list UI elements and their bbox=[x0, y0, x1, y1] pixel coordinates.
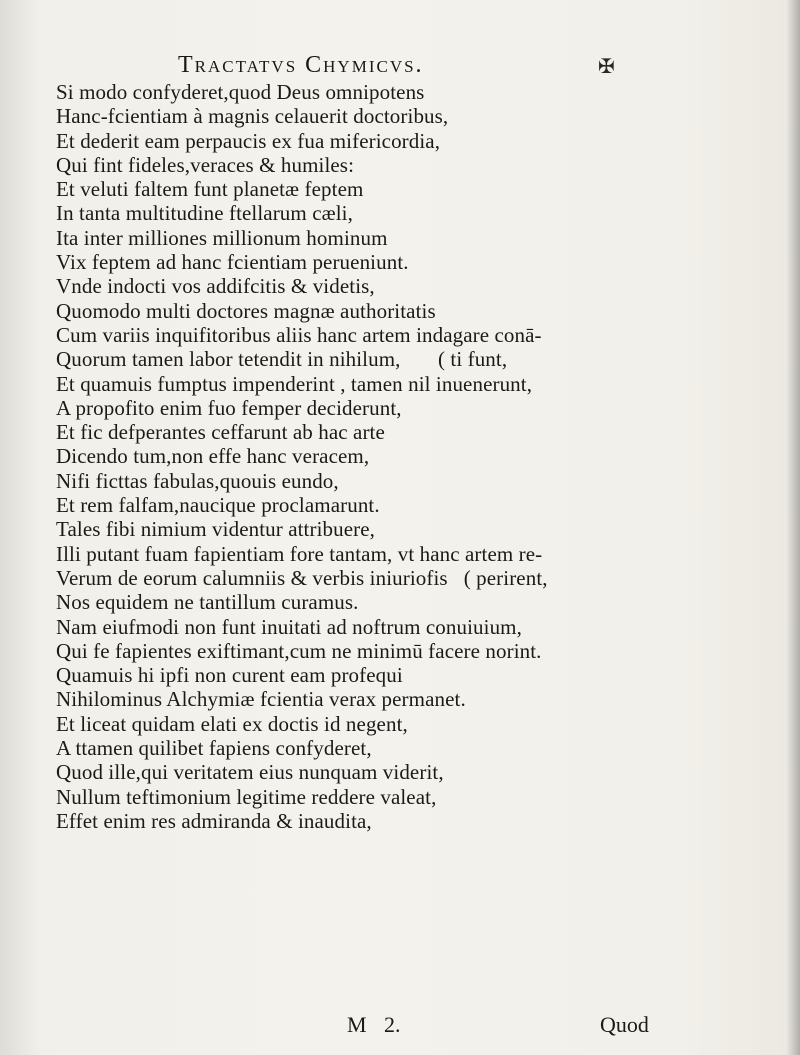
verse-line: Nam eiufmodi non funt inuitati ad noftrum conuiuium, bbox=[56, 614, 522, 639]
verse-line: Quod ille,qui veritatem eius nunquam viderit, bbox=[56, 760, 444, 785]
running-head: Tractatvs Chymicvs. bbox=[178, 52, 424, 78]
gutter-shadow bbox=[0, 0, 40, 1055]
verse-line: Qui fint fideles,veraces & humiles: bbox=[56, 152, 355, 177]
verse-line: Dicendo tum,non effe hanc veracem, bbox=[56, 444, 370, 469]
verse-line: Et quamuis fumptus impenderint , tamen nil inuenerunt, bbox=[56, 371, 533, 396]
verse-line: In tanta multitudine ftellarum cæli, bbox=[56, 201, 353, 226]
verse-line: Qui fe fapientes exiftimant,cum ne minimū facere norint. bbox=[56, 638, 542, 663]
gathering-signature: M 2. bbox=[347, 1012, 401, 1037]
verse-line: Illi putant fuam fapientiam fore tantam, vt hanc artem re- bbox=[56, 541, 543, 566]
verse-line: Si modo confyderet,quod Deus omnipotens bbox=[56, 80, 425, 104]
page-edge-shadow bbox=[786, 0, 800, 1055]
verse-line: Nos equidem ne tantillum curamus. bbox=[56, 590, 359, 615]
verse-line: Verum de eorum calumniis & verbis iniuriofis ( perirent, bbox=[56, 565, 548, 590]
verse-line: Cum variis inquifitoribus aliis hanc artem indagare conā- bbox=[56, 322, 542, 347]
verse-line: Et liceat quidam elati ex doctis id negent, bbox=[56, 711, 408, 736]
verse-line: Quamuis hi ipfi non curent eam profequi bbox=[56, 663, 403, 688]
verse-line: Quorum tamen labor tetendit in nihilum, ( ti funt, bbox=[56, 347, 508, 372]
verse-line: Hanc-fcientiam à magnis celauerit doctoribus, bbox=[56, 104, 449, 129]
catchword: Quod bbox=[600, 1012, 649, 1037]
verse-line: Vix feptem ad hanc fcientiam perueniunt. bbox=[56, 250, 409, 275]
verse-line: Nihilominus Alchymiæ fcientia verax permanet. bbox=[56, 687, 466, 712]
verse-line: Et veluti faltem funt planetæ feptem bbox=[56, 177, 364, 202]
verse-line: Quomodo multi doctores magnæ authoritatis bbox=[56, 298, 436, 323]
verse-line: Tales fibi nimium videntur attribuere, bbox=[56, 517, 375, 542]
verse-line: A propofito enim fuo femper deciderunt, bbox=[56, 395, 402, 420]
verse-line: A ttamen quilibet fapiens confyderet, bbox=[56, 736, 372, 761]
verse-line: Ita inter milliones millionum hominum bbox=[56, 225, 388, 250]
verse-line: Nifi ficttas fabulas,quouis eundo, bbox=[56, 468, 339, 493]
verse-line: Nullum teftimonium legitime reddere valeat, bbox=[56, 784, 437, 809]
verse-line: Vnde indocti vos addifcitis & videtis, bbox=[56, 274, 375, 299]
verse-line: Effet enim res admiranda & inaudita, bbox=[56, 808, 372, 833]
verse-line: Et dederit eam perpaucis ex fua mifericordia, bbox=[56, 128, 441, 153]
verse-line: Et rem falfam,naucique proclamarunt. bbox=[56, 493, 380, 518]
verse-line: Et fic defperantes ceffarunt ab hac arte bbox=[56, 420, 385, 445]
verse-list bbox=[56, 80, 696, 833]
cross-mark-icon: ✠ bbox=[598, 54, 615, 78]
